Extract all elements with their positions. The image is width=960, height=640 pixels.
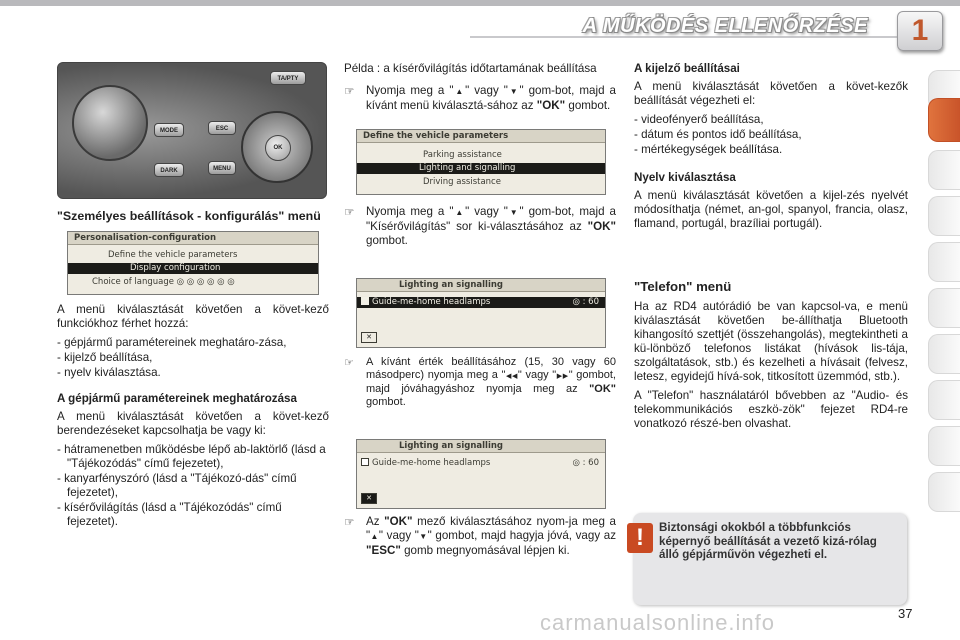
lcd-row: Driving assistance — [423, 177, 501, 187]
list-item: - kijelző beállítása, — [57, 351, 329, 365]
lcd-exit-icon: ✕ — [361, 493, 377, 504]
checkbox-icon — [361, 297, 369, 305]
pointing-hand-icon: ☞ — [344, 515, 355, 529]
chapter-tab[interactable] — [928, 288, 960, 328]
step-text: " vagy " — [378, 529, 419, 542]
arrow-up-icon: ▲ — [453, 208, 466, 217]
chapter-tabs — [928, 70, 960, 590]
step-text: " gombot, majd jóváhagyáshoz nyomja meg az — [366, 369, 616, 395]
list-item: - dátum és pontos idő beállítása, — [634, 128, 908, 142]
lcd-vehicle-params — [356, 129, 606, 195]
volume-knob-icon — [72, 85, 148, 161]
column-right — [634, 62, 908, 436]
esc-label: "ESC" — [366, 544, 401, 557]
step-text: A kívánt érték beállításához (15, 30 vagy 60 másodperc) nyomja meg a " — [366, 356, 616, 381]
paragraph: A menü kiválasztását követően a követ-kező berendezéseket kapcsolhatja be vagy ki: — [57, 410, 329, 437]
lcd-header: Define the vehicle parameters — [357, 130, 605, 143]
pointing-hand-icon: ☞ — [344, 356, 354, 369]
chapter-tab[interactable] — [928, 380, 960, 420]
step-text: " vagy " — [465, 84, 508, 97]
header-band — [0, 0, 960, 6]
list-vehicle-params — [57, 443, 329, 529]
pointing-hand-icon: ☞ — [344, 84, 355, 98]
ok-label: "OK" — [536, 99, 566, 112]
lcd-value: ◎ : 60 — [572, 297, 599, 307]
lcd-header: Personalisation-configuration — [68, 232, 318, 245]
chapter-tab-active[interactable] — [928, 98, 960, 142]
column-left — [57, 62, 329, 530]
lcd-value: ◎ : 60 — [572, 458, 599, 468]
lcd-row: Parking assistance — [423, 150, 502, 160]
lcd-row — [357, 458, 605, 469]
example-caption: Példa : a kísérővilágítás időtartamának beállítása — [344, 62, 597, 75]
checkbox-icon — [361, 458, 369, 466]
step-2 — [344, 205, 616, 248]
page-header — [0, 0, 960, 46]
list-item: - gépjármű paramétereinek meghatáro-zása, — [57, 336, 329, 350]
step-text: mező kiválasztásához nyom-ja meg a " — [366, 515, 616, 542]
list-display — [634, 113, 908, 157]
list-item: - mértékegységek beállítása. — [634, 143, 908, 157]
ta-pty-button: TA/PTY — [270, 71, 306, 85]
step-text: " gom-bot, majd a kívánt menü kiválasztá-sához az — [366, 84, 617, 112]
section-heading-display: A kijelző beállításai — [634, 62, 740, 75]
arrow-down-icon: ▼ — [507, 87, 520, 96]
lcd-row: Choice of language ◎ ◎ ◎ ◎ ◎ ◎ — [92, 277, 235, 287]
mode-button: MODE — [154, 123, 184, 137]
section-heading-phone: "Telefon" menü — [634, 279, 732, 294]
section-heading-language: Nyelv kiválasztása — [634, 171, 736, 184]
arrow-down-icon: ▼ — [418, 532, 428, 541]
arrow-down-icon: ▼ — [507, 208, 520, 217]
step-text: Nyomja meg a " — [366, 205, 454, 218]
paragraph: A menü kiválasztását követően a követ-kező funkciókhoz férhet hozzá: — [57, 303, 329, 330]
lcd-row-selected: Lighting and signalling — [357, 163, 605, 174]
arrow-right-icon: ▶▶ — [556, 373, 569, 380]
step-text: " gom-bot, majd a "Kísérővilágítás" sor ki-választásához az — [366, 205, 617, 233]
lcd-header: Lighting an signalling — [357, 440, 605, 453]
paragraph: Ha az RD4 autórádió be van kapcsol-va, e menü kiválasztását követően be-állíthatja Bluetooth kihangosító szettjét (összehangolás), megtekintheti a kü-lönböző telefonos listákat (hívások lis-tája, szolgáltatások, stb.) és kezelheti a hívásait (felvesz, letesz, egyidejű hívá-sok, titkosított üzemmód, stb.). — [634, 300, 908, 383]
warning-icon: ! — [627, 523, 653, 553]
paragraph: A "Telefon" használatáról bővebben az "Audio- és telekommunikációs eszkö-zök" fejezet RD4-re vonatkozó részé-ben olvashat. — [634, 389, 908, 430]
step-text: gombot. — [565, 99, 611, 112]
list-personalisation — [57, 336, 329, 380]
ok-label: "OK" — [589, 383, 616, 395]
step-text: Az — [366, 515, 385, 528]
column-middle — [344, 62, 616, 558]
list-item: - kanyarfényszóró (lásd a "Tájékozó-dás" című fejezetet), — [57, 472, 329, 500]
lcd-row-label: Guide-me-home headlamps — [372, 458, 491, 468]
section-heading-personalisation: "Személyes beállítások - konfigurálás" menü — [57, 209, 321, 223]
paragraph: A menü kiválasztását követően a követ-kezők beállítását végezheti el: — [634, 80, 908, 107]
step-1 — [344, 84, 616, 113]
chapter-tab[interactable] — [928, 150, 960, 190]
lcd-personalisation-menu — [67, 231, 319, 295]
ok-label: "OK" — [587, 220, 616, 233]
step-text: Nyomja meg a " — [366, 84, 454, 97]
ok-button: OK — [265, 135, 291, 161]
list-item: - hátramenetben működésbe lépő ab-laktörlő (lásd a "Tájékozódás" című fejezetet), — [57, 443, 329, 471]
lcd-row: Define the vehicle parameters — [108, 250, 238, 260]
step-text: gombot. — [366, 234, 408, 247]
lcd-row-label: Guide-me-home headlamps — [372, 297, 491, 307]
chapter-title: A MŰKÖDÉS ELLENŐRZÉSE — [582, 15, 868, 37]
arrow-up-icon: ▲ — [370, 532, 379, 541]
chapter-tab[interactable] — [928, 334, 960, 374]
page-number: 37 — [898, 606, 913, 621]
navigation-pad-icon — [241, 111, 313, 183]
lcd-header: Lighting an signalling — [357, 279, 605, 292]
dark-button: DARK — [154, 163, 184, 177]
step-text: gomb megnyomásával lépjen ki. — [400, 544, 570, 557]
arrow-left-icon: ◀◀ — [505, 373, 518, 380]
step-text: gombot. — [366, 396, 406, 408]
pointing-hand-icon: ☞ — [344, 205, 355, 219]
section-heading-vehicle-params: A gépjármű paramétereinek meghatározása — [57, 392, 297, 405]
lcd-row-selected: Display configuration — [68, 263, 318, 274]
radio-panel-photo — [57, 62, 327, 199]
lcd-row-selected — [357, 297, 605, 308]
step-text: " vagy " — [517, 369, 557, 381]
list-item: - nyelv kiválasztása. — [57, 366, 329, 380]
chapter-tab[interactable] — [928, 472, 960, 512]
paragraph: A menü kiválasztását követően a kijel-zés nyelvét módosíthatja (német, an-gol, spanyol, francia, olasz, flamand, portugál, brazíliai portugál). — [634, 189, 908, 230]
lcd-lighting-exit — [356, 439, 606, 509]
esc-button: ESC — [208, 121, 236, 135]
menu-button: MENU — [208, 161, 236, 175]
ok-label: "OK" — [384, 515, 413, 528]
step-3 — [344, 356, 616, 409]
chapter-tab[interactable] — [928, 426, 960, 466]
chapter-tab[interactable] — [928, 242, 960, 282]
list-item: - kísérővilágítás (lásd a "Tájékozódás" című fejezetet). — [57, 501, 329, 529]
chapter-tab[interactable] — [928, 196, 960, 236]
safety-warning-box — [633, 513, 907, 605]
lcd-lighting-value — [356, 278, 606, 348]
watermark: carmanualsonline.info — [540, 610, 776, 635]
lcd-exit-icon: ✕ — [361, 332, 377, 343]
chapter-number: 1 — [897, 11, 943, 51]
step-text: " gombot, majd hagyja jóvá, vagy az — [427, 529, 617, 542]
warning-text: Biztonsági okokból a többfunkciós képernyő beállítását a vezető kizá-rólag álló gépjárművön végezheti el. — [659, 521, 877, 561]
list-item: - videofényerő beállítása, — [634, 113, 908, 127]
step-text: " vagy " — [465, 205, 508, 218]
step-4 — [344, 515, 616, 558]
arrow-up-icon: ▲ — [453, 87, 466, 96]
